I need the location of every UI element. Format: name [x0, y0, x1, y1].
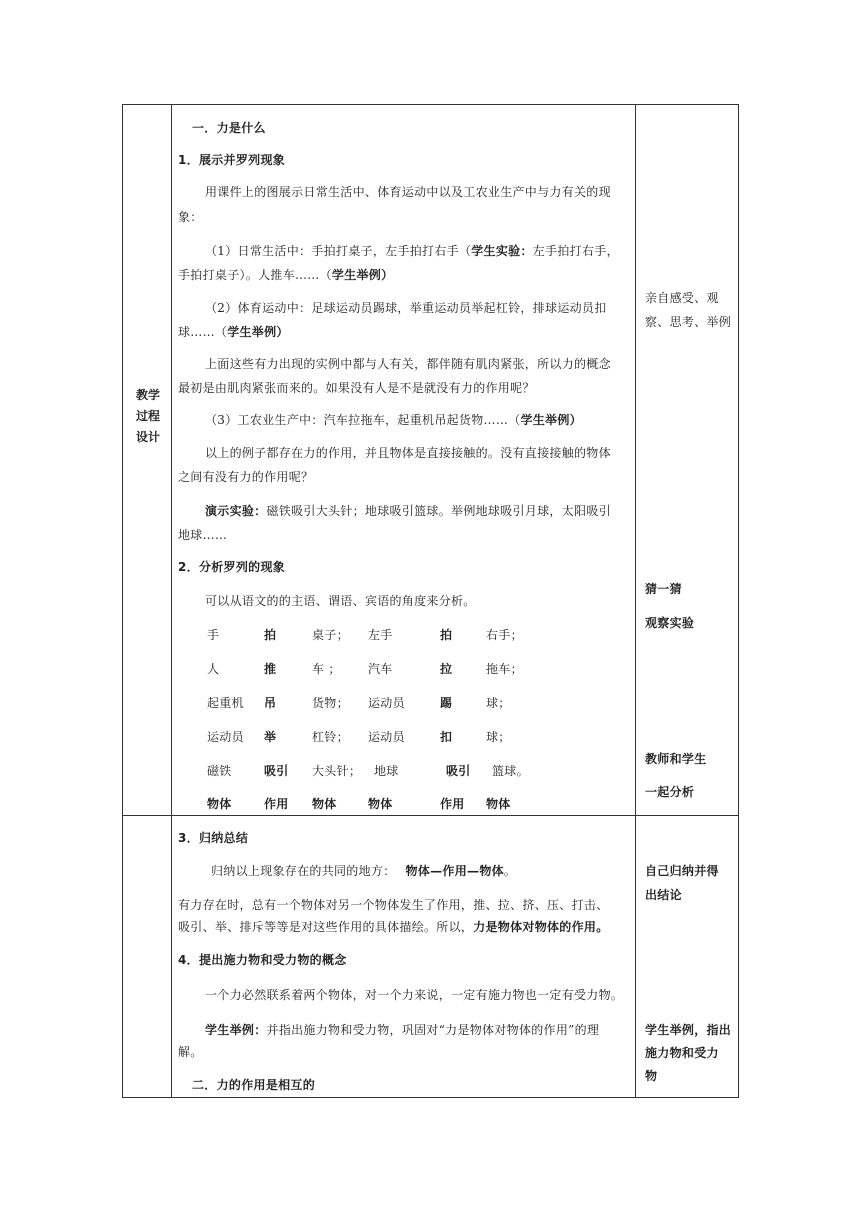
grid-cell: 杠铃；: [312, 730, 349, 744]
grid-cell: 汽车: [368, 662, 393, 676]
grid-cell: 车 ；: [312, 662, 341, 676]
row-label-line: 设计: [135, 430, 160, 444]
grid-cell: 拖车；: [486, 662, 523, 676]
grid-cell: 物体: [486, 797, 511, 811]
grid-cell: 运动员: [368, 696, 405, 710]
note: 一起分析: [645, 785, 695, 799]
item3-line: [205, 411, 582, 429]
grid-cell: 手: [207, 628, 220, 642]
intro-line: 象：: [178, 210, 203, 224]
subsection4-title: 4．提出施力物和受力物的概念: [178, 953, 347, 967]
col-divider-right: [635, 104, 636, 1098]
grid-cell: 拍: [264, 628, 277, 642]
text: 左手拍打右手，: [532, 244, 619, 258]
example-line: [205, 1021, 599, 1039]
bold-text: 物体—作用—物体: [405, 864, 504, 878]
demo-line: 地球……: [178, 528, 228, 542]
intro-line: 用课件上的图展示日常生活中、体育运动中以及工农业生产中与力有关的现: [205, 185, 611, 199]
grid-cell: 磁铁: [207, 764, 232, 778]
grid-cell: 物体: [312, 797, 337, 811]
section1-title: 一．力是什么: [192, 121, 266, 135]
bold-text: 学生举例：: [205, 1023, 267, 1037]
grid-cell: 拍: [440, 628, 453, 642]
text: 球……（: [178, 325, 228, 339]
note: 施力物和受力: [645, 1046, 719, 1060]
bold-text: 力是物体对物体的作用。: [473, 920, 609, 934]
grid-cell: 吸引: [264, 764, 289, 778]
grid-cell: 扣: [440, 730, 453, 744]
item1-line: [178, 266, 393, 284]
note: 亲自感受、观: [645, 291, 719, 305]
grid-cell: 桌子；: [312, 628, 349, 642]
note: 自己归纳并得: [645, 864, 719, 878]
note: 出结论: [645, 888, 682, 902]
grid-cell: 右手；: [486, 628, 523, 642]
grid-cell: 吊: [264, 696, 277, 710]
row-label: [126, 385, 170, 448]
grid-cell: 地球: [374, 764, 399, 778]
grid-cell: 大头针；: [312, 764, 362, 778]
item2-line: （2）体育运动中：足球运动员踢球，举重运动员举起杠铃，排球运动员扣: [205, 301, 607, 315]
grid-cell: 推: [264, 662, 277, 676]
grid-cell: 运动员: [207, 730, 244, 744]
bold-text: 演示实验：: [205, 504, 267, 518]
grid-cell: 作用: [440, 797, 465, 811]
concept-line: 一个力必然联系着两个物体，对一个力来说，一定有施力物也一定有受力物。: [205, 988, 624, 1002]
row-label-line: 教学: [135, 388, 160, 402]
text: ）: [569, 413, 582, 427]
grid-cell: 球；: [486, 730, 511, 744]
col-divider-left: [171, 104, 172, 1098]
note: 猜一猜: [645, 582, 682, 596]
note: 教师和学生: [645, 752, 707, 766]
force-line: 有力存在时，总有一个物体对另一个物体发生了作用，推、拉、挤、压、打击、: [178, 898, 609, 912]
grid-cell: 拉: [440, 662, 453, 676]
grid-cell: 球；: [486, 696, 511, 710]
note: 物: [645, 1069, 658, 1083]
paragraph-line: 之间有没有力的作用呢？: [178, 470, 314, 484]
text: 。: [503, 864, 517, 878]
bold-text: 学生举例: [227, 325, 277, 339]
row-label-line: 过程: [135, 409, 160, 423]
text: 归纳以上现象存在的共同的地方：: [211, 864, 396, 878]
text: （3）工农业生产中：汽车拉拖车，起重机吊起货物……（: [205, 413, 521, 427]
paragraph-line: 上面这些有力出现的实例中都与人有关，都伴随有肌肉紧张，所以力的概念: [205, 357, 611, 371]
grid-cell: 作用: [264, 797, 289, 811]
demo-line: [205, 502, 611, 520]
grid-cell: 物体: [368, 797, 393, 811]
subsection3-title: 3．归纳总结: [178, 831, 249, 845]
grid-cell: 物体: [207, 797, 232, 811]
grid-cell: 举: [264, 730, 277, 744]
grid-cell: 吸引: [446, 764, 471, 778]
paragraph-line: 以上的例子都存在力的作用，并且物体是直接接触的。没有直接接触的物体: [205, 446, 611, 460]
item1-line: [205, 242, 619, 260]
bold-text: 学生实验：: [471, 244, 533, 258]
grid-cell: 踢: [440, 696, 453, 710]
text: 手拍打桌子）。人推车……（: [178, 268, 332, 282]
text: 吸引、举、排斥等等是对这些作用的具体描绘。所以，: [178, 920, 474, 934]
note: 观察实验: [645, 616, 695, 630]
summary-line: [211, 862, 516, 880]
grid-cell: 人: [207, 662, 220, 676]
text: 磁铁吸引大头针；地球吸引篮球。举例地球吸引月球，太阳吸引: [266, 504, 611, 518]
paragraph-line: 最初是由肌肉紧张而来的。如果没有人是不是就没有力的作用呢？: [178, 381, 535, 395]
text: 并指出施力物和受力物，巩固对“力是物体对物体的作用”的理: [266, 1023, 600, 1037]
note: 察、思考、举例: [645, 315, 732, 329]
subsection2-title: 2．分析罗列的现象: [178, 560, 286, 574]
bold-text: 学生举例: [331, 268, 382, 282]
row-divider: [122, 815, 739, 816]
text: ）: [276, 325, 289, 339]
grid-cell: 运动员: [368, 730, 405, 744]
analysis-intro: 可以从语文的的主语、谓语、宾语的角度来分析。: [205, 594, 476, 608]
bold-text: 学生举例: [520, 413, 570, 427]
note: 学生举例，指出: [645, 1023, 732, 1037]
grid-cell: 篮球。: [492, 764, 529, 778]
subsection1-title: 1．展示并罗列现象: [178, 153, 286, 167]
item2-line: [178, 323, 289, 341]
grid-cell: 左手: [368, 628, 393, 642]
text: （1）日常生活中：手拍打桌子，左手拍打右手（: [205, 244, 472, 258]
example-line: 解。: [178, 1045, 203, 1059]
force-line: [178, 918, 609, 936]
grid-cell: 起重机: [207, 696, 244, 710]
text: ）: [381, 268, 394, 282]
grid-cell: 货物；: [312, 696, 349, 710]
section2-title: 二．力的作用是相互的: [192, 1078, 316, 1092]
